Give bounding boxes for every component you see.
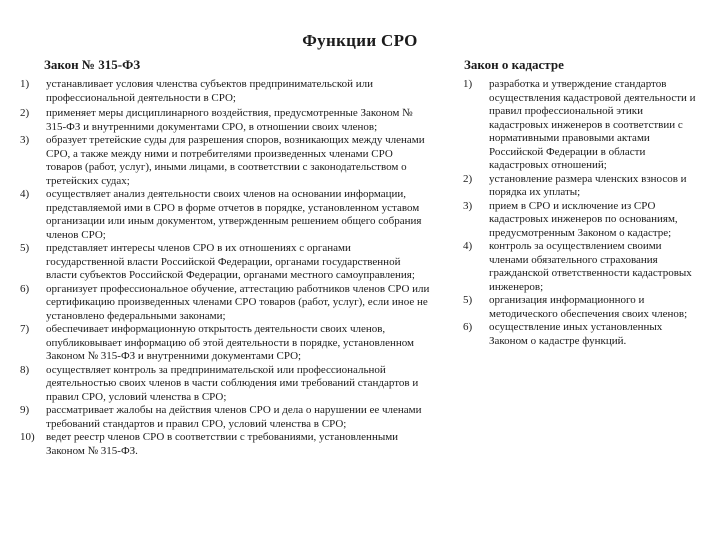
list-item-text: осуществление иных установленных Законом о кадастре функций. <box>489 321 663 347</box>
list-item-text: организация информационного и методического обеспечения своих членов; <box>489 294 688 320</box>
list-item-number: 4) <box>463 240 473 252</box>
list-item-text: осуществляет контроль за предпринимательской или профессиональной деятельностью своих членов в части соблюдения ими требований стандартов и правил СРО, условий членства в СРО; <box>46 363 419 403</box>
list-item <box>20 242 430 283</box>
list-item-number: 5) <box>20 242 30 254</box>
list-item-number: 3) <box>20 134 30 146</box>
list-item-number: 4) <box>20 188 30 200</box>
right-column-heading: Закон о кадастре <box>464 57 564 72</box>
list-item <box>20 404 430 431</box>
list-item <box>20 107 430 134</box>
list-item-number: 9) <box>20 404 30 416</box>
list-item-number: 5) <box>463 294 473 306</box>
list-item <box>20 188 430 242</box>
list-item-number: 6) <box>463 321 473 333</box>
left-function-list <box>20 78 430 458</box>
list-item-text: устанавливает условия членства субъектов предпринимательской или профессиональной деятельности в СРО; <box>46 78 373 104</box>
list-item-text: разработка и утверждение стандартов осуществления кадастровой деятельности и правил профессиональной этики кадастровых инженеров в соответствии с нормативными правовыми актами Российской Федерации в области кадастровых отношений; <box>489 78 696 171</box>
list-item <box>463 78 703 173</box>
list-item <box>20 364 430 405</box>
list-item <box>20 323 430 364</box>
list-item <box>463 240 703 294</box>
list-item-number: 1) <box>463 78 473 90</box>
list-item <box>463 173 703 200</box>
list-item-number: 3) <box>463 199 473 212</box>
list-item-text: представляет интересы членов СРО в их отношениях с органами государственной власти Российской Федерации, органами государственной власти субъектов Российской Федерации, органами местного самоуправления; <box>46 242 415 281</box>
list-item <box>463 321 703 348</box>
list-item-number: 1) <box>20 78 30 90</box>
list-item <box>463 294 703 321</box>
left-column-heading: Закон № 315-ФЗ <box>44 57 141 72</box>
list-item <box>20 283 430 324</box>
list-item-text: ведет реестр членов СРО в соответствии с требованиями, установленными Законом № 315-ФЗ. <box>46 431 399 457</box>
list-item <box>463 200 703 241</box>
list-item-text: установление размера членских взносов и порядка их уплаты; <box>489 172 687 198</box>
list-item-text: образует третейские суды для разрешения споров, возникающих между членами СРО, а также между ними и потребителями произведенных членами СРО товаров (работ, услуг), иными лицами, в соответствии с законодательством о третейских судах; <box>46 134 425 187</box>
list-item-text: осуществляет анализ деятельности своих членов на основании информации, представляемой ими в СРО в форме отчетов в порядке, установленном уставом организации или иным документом, утвержденным решением общего собрания членов СРО; <box>46 188 422 241</box>
list-item <box>20 78 430 105</box>
page-title: Функции СРО <box>302 31 418 50</box>
list-item-number: 2) <box>20 107 30 119</box>
list-item-text: рассматривает жалобы на действия членов СРО и дела о нарушении ее членами требований стандартов и правил СРО, условий членства в СРО; <box>46 404 422 430</box>
list-item-number: 8) <box>20 363 30 376</box>
list-item <box>20 431 430 458</box>
right-function-list <box>463 78 703 348</box>
list-item-text: обеспечивает информационную открытость деятельности своих членов, опубликовывает информацию об этой деятельности в порядке, установленном Законом № 315-ФЗ и внутренними документами СРО; <box>46 323 414 362</box>
list-item-number: 2) <box>463 172 473 185</box>
list-item-text: организует профессиональное обучение, аттестацию работников членов СРО или сертификацию произведенных членами СРО товаров (работ, услуг), если иное не установлено федеральными законами; <box>46 282 430 322</box>
list-item-number: 7) <box>20 323 30 335</box>
list-item <box>20 134 430 188</box>
list-item-text: контроль за осуществлением своими членами обязательного страхования гражданской ответственности кадастровых инженеров; <box>489 240 692 293</box>
list-item-text: прием в СРО и исключение из СРО кадастровых инженеров по основаниям, предусмотренным Законом о кадастре; <box>489 199 678 239</box>
list-item-number: 10) <box>20 431 35 443</box>
list-item-text: применяет меры дисциплинарного воздействия, предусмотренные Законом № 315-ФЗ и внутренними документами СРО, в отношении своих членов; <box>46 107 413 133</box>
list-item-number: 6) <box>20 282 30 295</box>
